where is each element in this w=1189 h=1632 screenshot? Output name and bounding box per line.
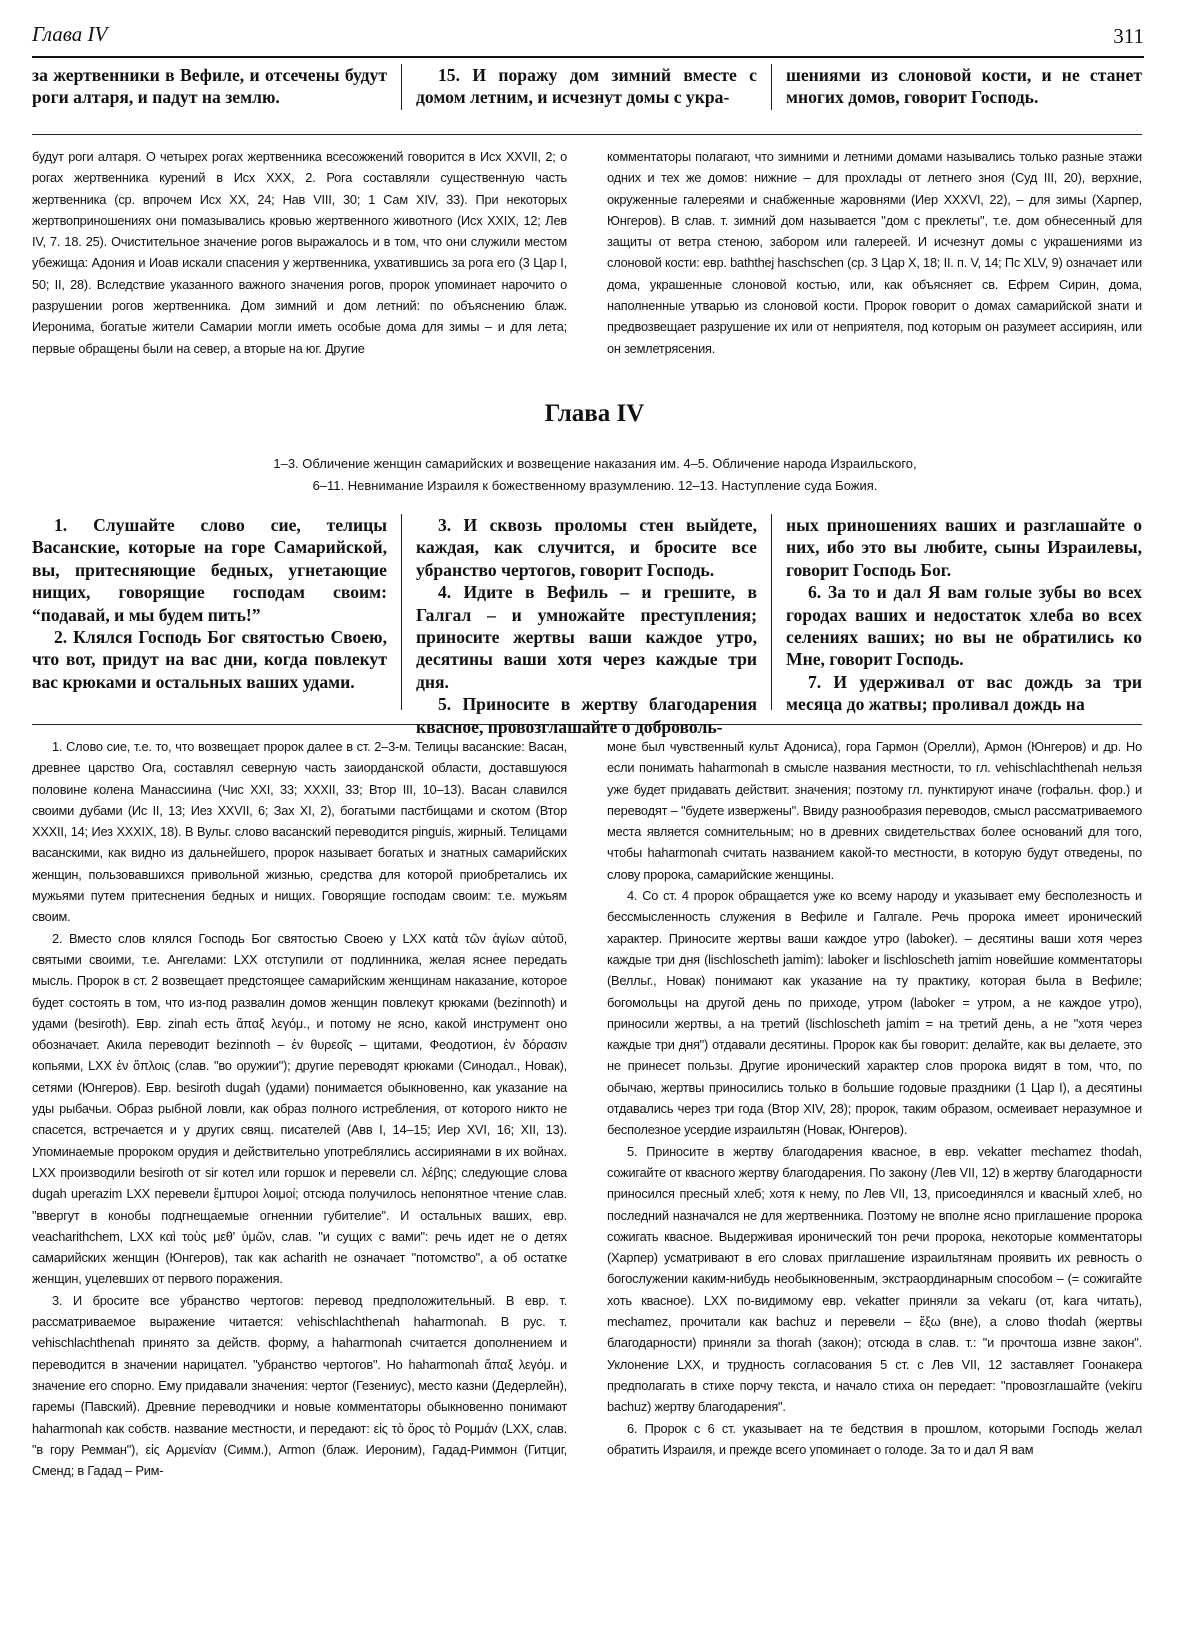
top-scripture-text <box>32 64 1142 114</box>
commentary-verse-2: 2. Вместо слов клялся Господь Бог святостью Своею у LXX κατὰ τῶν ἁγίων αὐτοῦ, святыми своими, т.е. Ангелами: LXX отступили от подлинника, желая яснее передать мысль. Пророк в ст. 2 возвещает предстоящее самарийским женщинам наказание, которое будет состоять в том, что из-под развалин домов женщин повлекут крюками (bezinnoth) и удами (besiroth). Евр. zinah есть ἅπαξ λεγόμ., и потому не ясно, какой инструмент оно обозначает. Акила переводит bezinnoth – ἐν θυρεοῖς – щитами, Феодотион, ἐν δόρασιν копьями, LXX ἐν ὅπλοις (слав. "во оружии"); другие переводят крюками (Синодал., Новак), сетями (Юнгеров). Евр. besiroth dugah (удами) понимается обыкновенно, как указание на уды рыбачьи. Образ рыбной ловли, как образ полного истребления, от которого никто не спасется, встречается и у других свящ. писателей (Авв I, 14–15; Иер XVI, 16; XII, 13). Упоминаемые пророком орудия и действительно употреблялись ассириянами в их войнах. LXX производили besiroth от sir котел или горшок и перевели сл. λέβης; следующие слова dugah uperazim LXX перевели ἔμπυροι λοιμοί; отсюда получилось непонятное чтение слав. "ввергут в конобы подгнещаемые огненнии губителие". И остальных ваших, евр. veacharithchem, LXX καὶ τοὺς μεθ' ὑμῶν, слав. "и сущих с вами": речь идет не о детях самарийских женщин (Юнгеров), так как acharith не означает "потомство", а об остатке женщин, уцелевших от первого поражения. <box>32 930 567 1287</box>
main-text-column-2 <box>402 514 772 737</box>
commentary-verse-1: 1. Слово сие, т.е. то, что возвещает пророк далее в ст. 2–3-м. Телицы васанские: Васан, древнее царство Ога, составлял северную часть заиорданской области, доставшуюся половине колена Манассиина (Чис XXI, 33; XXXII, 33; Втор III, 10–13). Васан славился своими дубами (Ис II, 13; Иез XXVII, 6; Зах XI, 2), богатыми пастбищами и скотом (Втор XXXII, 14; Иез XXXIX, 18). В Вульг. слово васанский переводится pinguis, жирный. Телицами васанскими, как видно из дальнейшего, пророк называет богатых и знатных самарийских женщин, пользовавшихся привольной жизнью, средства для которой приобретались их мужьями путем притеснения бедных и нищих. Говорящие господам своим: т.е. мужьям своим. <box>32 739 567 925</box>
verse-2: 2. Клялся Господь Бог святостью Своею, что вот, придут на вас дни, когда повлекут вас крюками и остальных ваших удами. <box>32 627 387 692</box>
commentary-verse-3-continued: моне был чувственный культ Адониса), гора Гармон (Орелли), Армон (Юнгеров) и др. Но если понимать haharmonah в смысле названия местности, то гл. vehischlachthenah нельзя уже будет придавать действит. значения; поэтому гл. пунктируют иначе (гофальн. фор.) и переводят – "будете извержены". Ввиду разнообразия переводов, смысл рассматриваемого места является сомнительным; но в древних свидетельствах более оснований для того, чтобы haharmonah считать названием какой-то местности, в которую будут отведены, по слову пророка, самарийские женщины. <box>607 739 1142 882</box>
top-commentary-col2-paragraph: комментаторы полагают, что зимними и летними домами назывались только разные этажи одних и тех же домов: нижние – для прохлады от летнего зноя (Суд III, 20), верхние, окруженные галереями и снабженные жаровнями (Иер XXXVI, 22), – для зимы (Харпер, Юнгеров). В слав. т. зимний дом называется "дом с преклеты", т.е. дом обнесенный для защиты от ветра стеною, забором или галереей. И исчезнут домы с украшениями из слоновой кости: евр. baththej haschschen (ср. 3 Цар X, 18; II. п. V, 14; Пс XLV, 9) означает или дома, украшенные слоновой костью, или, как объясняет св. Ефрем Сирин, дома, наполненные утварью из слоновой кости. Пророк говорит о домах самарийской знати и предвозвещает разрушение их или от неприятеля, под которым он разумеет ассириян, или он землетрясения. <box>607 149 1142 356</box>
running-header-chapter: Глава IV <box>32 22 108 46</box>
chapter-summary <box>80 453 1110 497</box>
top-text-col2-paragraph: 15. И поражу дом зимний вместе с домом летним, и исчезнут домы с укра- <box>416 65 757 108</box>
bottom-commentary-column-2 <box>607 736 1142 1622</box>
top-text-col3-paragraph: шениями из слоновой кости, и не станет многих домов, говорит Господь. <box>786 65 1142 108</box>
chapter-summary-line-2: 6–11. Невнимание Израиля к божественному вразумлению. 12–13. Наступление суда Божия. <box>312 478 878 493</box>
bottom-commentary <box>32 736 1142 1622</box>
verse-7: 7. И удерживал от вас дождь за три месяца до жатвы; проливал дождь на <box>786 671 1142 715</box>
main-text-column-1 <box>32 514 402 710</box>
running-header <box>32 20 1144 58</box>
commentary-verse-4: 4. Со ст. 4 пророк обращается уже ко всему народу и указывает ему бесполезность и бессмысленность служения в Вефиле и Галгале. Речь пророка имеет иронический характер. Приносите жертвы ваши каждое утро (laboker). – десятины ваши хотя через каждые три дня (lischloscheth jamim): laboker и lischloscheth jamim новейшие комментаторы (Велльг., Новак) понимают как указание на ту практику, которая была в Вефиле; богомольцы на другой день по приходе, утром (laboker = утром, а не каждое утро), приносили жертвы, а на третий (lischloscheth jamim = на третий день, а не "хотя через каждые три дня") отдавали десятины. Пророк как бы говорит: делайте, как вы делаете, это не принесет пользы. Другие иронический характер слов пророка видят в том, что, по обычаю, жертвы приносились только в большие годовые праздники (1 Цар I), а десятины отдавались через три года (Втор XIV, 28); пророк, таким образом, осмеивает неразумное и бесполезное усердие израильтян (Новак, Юнгеров). <box>607 888 1142 1138</box>
main-text-column-3 <box>772 514 1142 715</box>
top-text-col1-paragraph: за жертвенники в Вефиле, и отсечены будут роги алтаря, и падут на землю. <box>32 65 387 108</box>
top-commentary <box>32 146 1142 362</box>
top-commentary-column-1 <box>32 146 567 362</box>
top-commentary-col1-paragraph: будут роги алтаря. О четырех рогах жертвенника всесожжений говорится в Исх XXVII, 2; о рогах жертвенника курений в Исх XXX, 2. Рога составляли существенную часть жертвенника (ср. впрочем Исх XX, 24; Нав VIII, 30; 1 Сам XIV, 33). При некоторых жертвоприношениях они помазывались кровью жертвенного животного (Исх XXIX, 12; Лев IV, 7. 18. 25). Очистительное значение рогов выражалось и в том, что они служили местом убежища: Адония и Иоав искали спасения у жертвенника, ухватившись за рога его (3 Цар I, 50; II, 28). Вследствие указанного важного значения рогов, пророк упоминает нарочито о разрушении рогов жертвенника. Дом зимний и дом летний: по объяснению блаж. Иеронима, богатые жители Самарии могли иметь особые дома для зимы – и для лета; первые обращены были на север, а вторые на юг. Другие <box>32 149 567 356</box>
verse-5-continued: ных приношениях ваших и разглашайте о них, ибо это вы любите, сыны Израилевы, говорит Господь Бог. <box>786 515 1142 580</box>
main-text-divider <box>32 724 1142 725</box>
top-text-divider <box>32 134 1142 135</box>
top-text-column-3 <box>772 64 1142 110</box>
verse-3: 3. И сквозь проломы стен выйдете, каждая, как случится, и бросите все убранство чертогов, говорит Господь. <box>416 515 757 580</box>
top-commentary-column-2 <box>607 146 1142 362</box>
verse-4: 4. Идите в Вефиль – и грешите, в Галгал – и умножайте преступления; приносите жертвы ваши каждое утро, десятины ваши хотя через каждые три дня. <box>416 582 757 692</box>
commentary-verse-5: 5. Приносите в жертву благодарения квасное, в евр. vekatter mechamez thodah, сожигайте от квасного жертву благодарения. По закону (Лев VII, 12) в жертву благодарности приносился пресный хлеб; хотя к нему, по Лев VII, 13, присоединялся и квасный хлеб, но последний назначался не для жертвенника. Поэтому не вполне ясно приглашение пророка сожигать квасное. Выдерживая иронический тон речи пророка, некоторые комментаторы (Харпер) усматривают в его словах приглашение израильтянам проявить их ревность о богослужении каким-нибудь необыкновенным, экстраординарным способом – (= сожигайте хоть квасное). LXX по-видимому евр. vekatter приняли за vekaru (от, kara читать), mechamez, прочитали как bachuz и перевели – ἔξω (вне), а слово thodah (жертвы благодарности) приняли за thorah (закон); отсюда в слав. т.: "и прочтоша извне закон". Уклонение LXX, и трудность согласования 5 ст. с Лев VII, 12 заставляет Гоонакера предполагать в стихе порчу текста, и начало стиха он передает: "провозглашайте (vekiru bachuz) жертву благодарения". <box>607 1143 1142 1415</box>
page-number: 311 <box>1113 24 1144 48</box>
commentary-verse-6: 6. Пророк с 6 ст. указывает на те бедствия в прошлом, которыми Господь желал обратить Израиля, и прежде всего упоминает о голоде. За то и дал Я вам <box>607 1420 1142 1457</box>
bottom-commentary-column-1 <box>32 736 567 1622</box>
verse-5: 5. Приносите в жертву благодарения квасное, провозглашайте о доброволь- <box>416 694 757 737</box>
top-text-column-2 <box>402 64 772 110</box>
main-scripture-text <box>32 514 1142 737</box>
verse-1: 1. Слушайте слово сие, телицы Васанские, которые на горе Самарийской, вы, притесняющие бедных, угнетающие нищих, говорящие господам своим: “подавай, и мы будем пить!” <box>32 515 387 625</box>
verse-6: 6. За то и дал Я вам голые зубы во всех городах ваших и недостаток хлеба во всех селениях ваших; но вы не обратились ко Мне, говорит Господь. <box>786 582 1142 670</box>
commentary-verse-3: 3. И бросите все убранство чертогов: перевод предположительный. В евр. т. рассматриваемое выражение читается: vehischlachthenah haharmonah. В рус. т. vehischlachthenah принято за действ. форму, a haharmonah считается дополнением и переводится в значении нарицател. "убранство чертогов". Но haharmonah ἅπαξ λεγόμ. и значение его спорно. Ему придавали значения: чертог (Гезениус), место казни (Дедерлейн), гаремы (Павский). Древние переводчики и новые комментаторы обыкновенно понимают haharmonah как собств. название местности, и передают: εἰς τὸ ὄρος τὸ Ρομμάν (LXX, слав. "в гору Ремман"), εἰς Αρμενίαν (Симм.), Armon (блаж. Иероним), Гадад-Риммон (Гитциг, Сменд; в Гадад – Рим- <box>32 1292 567 1479</box>
chapter-summary-line-1: 1–3. Обличение женщин самарийских и возвещение наказания им. 4–5. Обличение народа Израильского, <box>273 456 917 471</box>
top-text-column-1 <box>32 64 402 110</box>
chapter-title: Глава IV <box>544 400 645 427</box>
